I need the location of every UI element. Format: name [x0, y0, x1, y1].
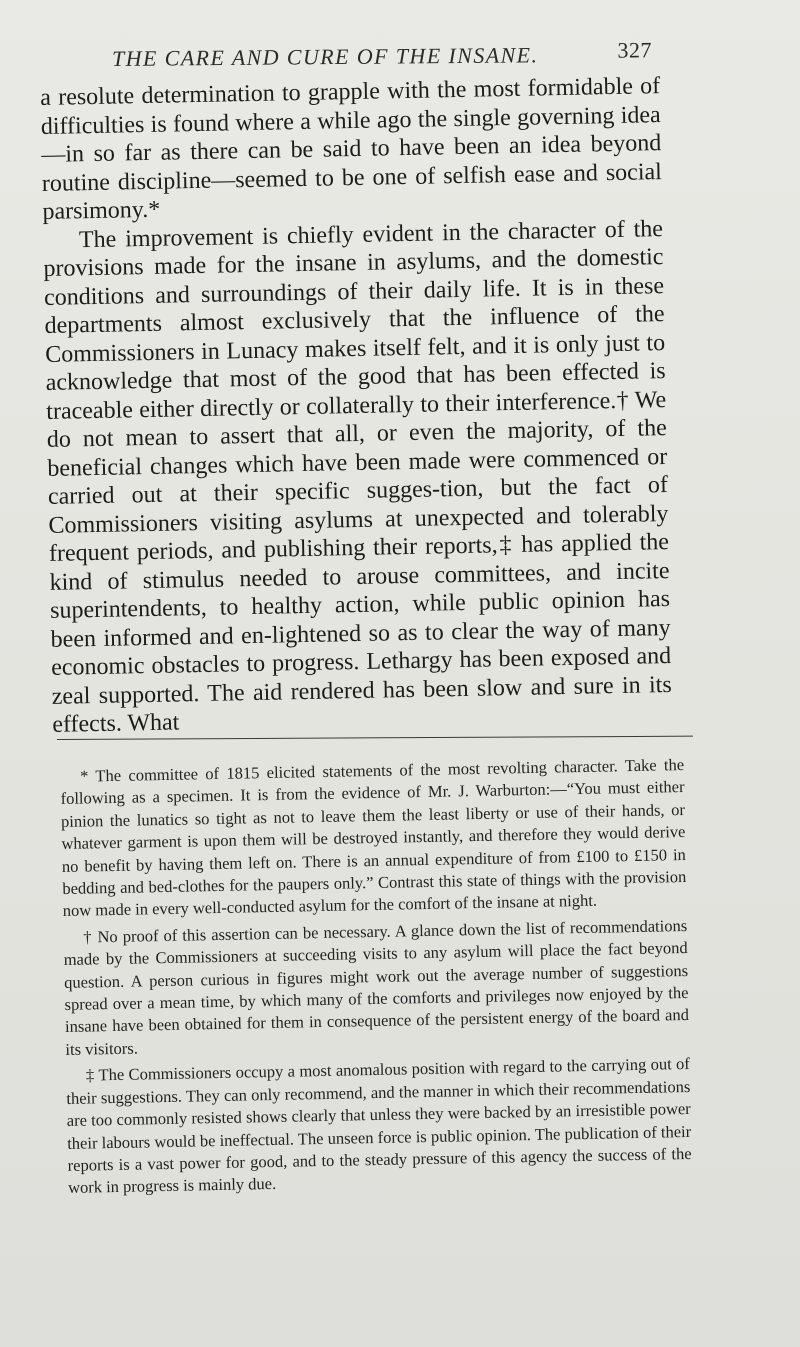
running-title: THE CARE AND CURE OF THE INSANE. — [111, 42, 539, 71]
footnote-double-dagger: ‡ The Commissioners occupy a most anomalous position with regard to the carrying out of their suggestions. They can only recommend, and the manner in which their recommendations are too commonly resisted shows clearly that unless they were backed by an irresistible power their labours would be ineffectual. The unseen force is public opinion. The publication of their reports is a vast power for good, and to the steady pressure of this agency the success of the work in progress is mainly due. — [66, 1054, 692, 1198]
page-number: 327 — [617, 37, 653, 63]
body-paragraph-2: The improvement is chiefly evident in the character of the provisions made for the insane in asylums, and the domestic conditions and surroundings of their daily life. It is in these departments almost exclusively that the influence of the Commissioners in Lunacy makes itself felt, and it is only just to acknowledge that most of the good that has been effected is traceable either directly or collaterally to their interference.† We do not mean to assert that all, or even the majority, of the beneficial changes which have been made were commenced or carried out at their specific sugges-tion, but the fact of Commissioners visiting asylums at unexpected and tolerably frequent periods, and publishing their reports,‡ has applied the kind of stimulus needed to arouse committees, and incite superintendents, to healthy action, while public opinion has been informed and en-lightened so as to clear the way of many economic obstacles to progress. Lethargy has been exposed and zeal supported. The aid rendered has been slow and sure in its effects. What — [43, 215, 672, 738]
footnote-dagger: † No proof of this assertion can be necessary. A glance down the list of recommendations made by the Commissioners at succeeding visits to any asylum will place the fact beyond question. A person curious in figures might work out the average number of suggestions spread over a mean time, by which many of the comforts and privileges now enjoyed by the insane have been obtained for them in consequence of the persistent energy of the board and its visitors. — [63, 915, 690, 1059]
footnotes — [60, 754, 692, 1201]
main-text — [40, 72, 672, 739]
running-head — [112, 35, 652, 72]
body-paragraph-1: a resolute determination to grapple with the most formidable of difficulties is found where a while ago the single governing idea—in so far as there can be said to have been an idea beyond routine discipline—seemed to be one of selfish ease and social parsimony.* — [40, 73, 663, 225]
footnote-asterisk: * The committee of 1815 elicited statements of the most revolting character. Take the following as a specimen. It is from the evidence of Mr. J. Warburton:—“You must either pinion the lunatics so tight as not to leave them the least liberty or use of their hands, or whatever garment is upon them will be destroyed instantly, and therefore they would derive no benefit by having them left on. There is an annual expenditure of from £100 to £150 in bedding and bed-clothes for the paupers only.” Contrast this state of things with the provision now made in every well-conducted asylum for the comfort of the insane at night. — [60, 755, 687, 921]
